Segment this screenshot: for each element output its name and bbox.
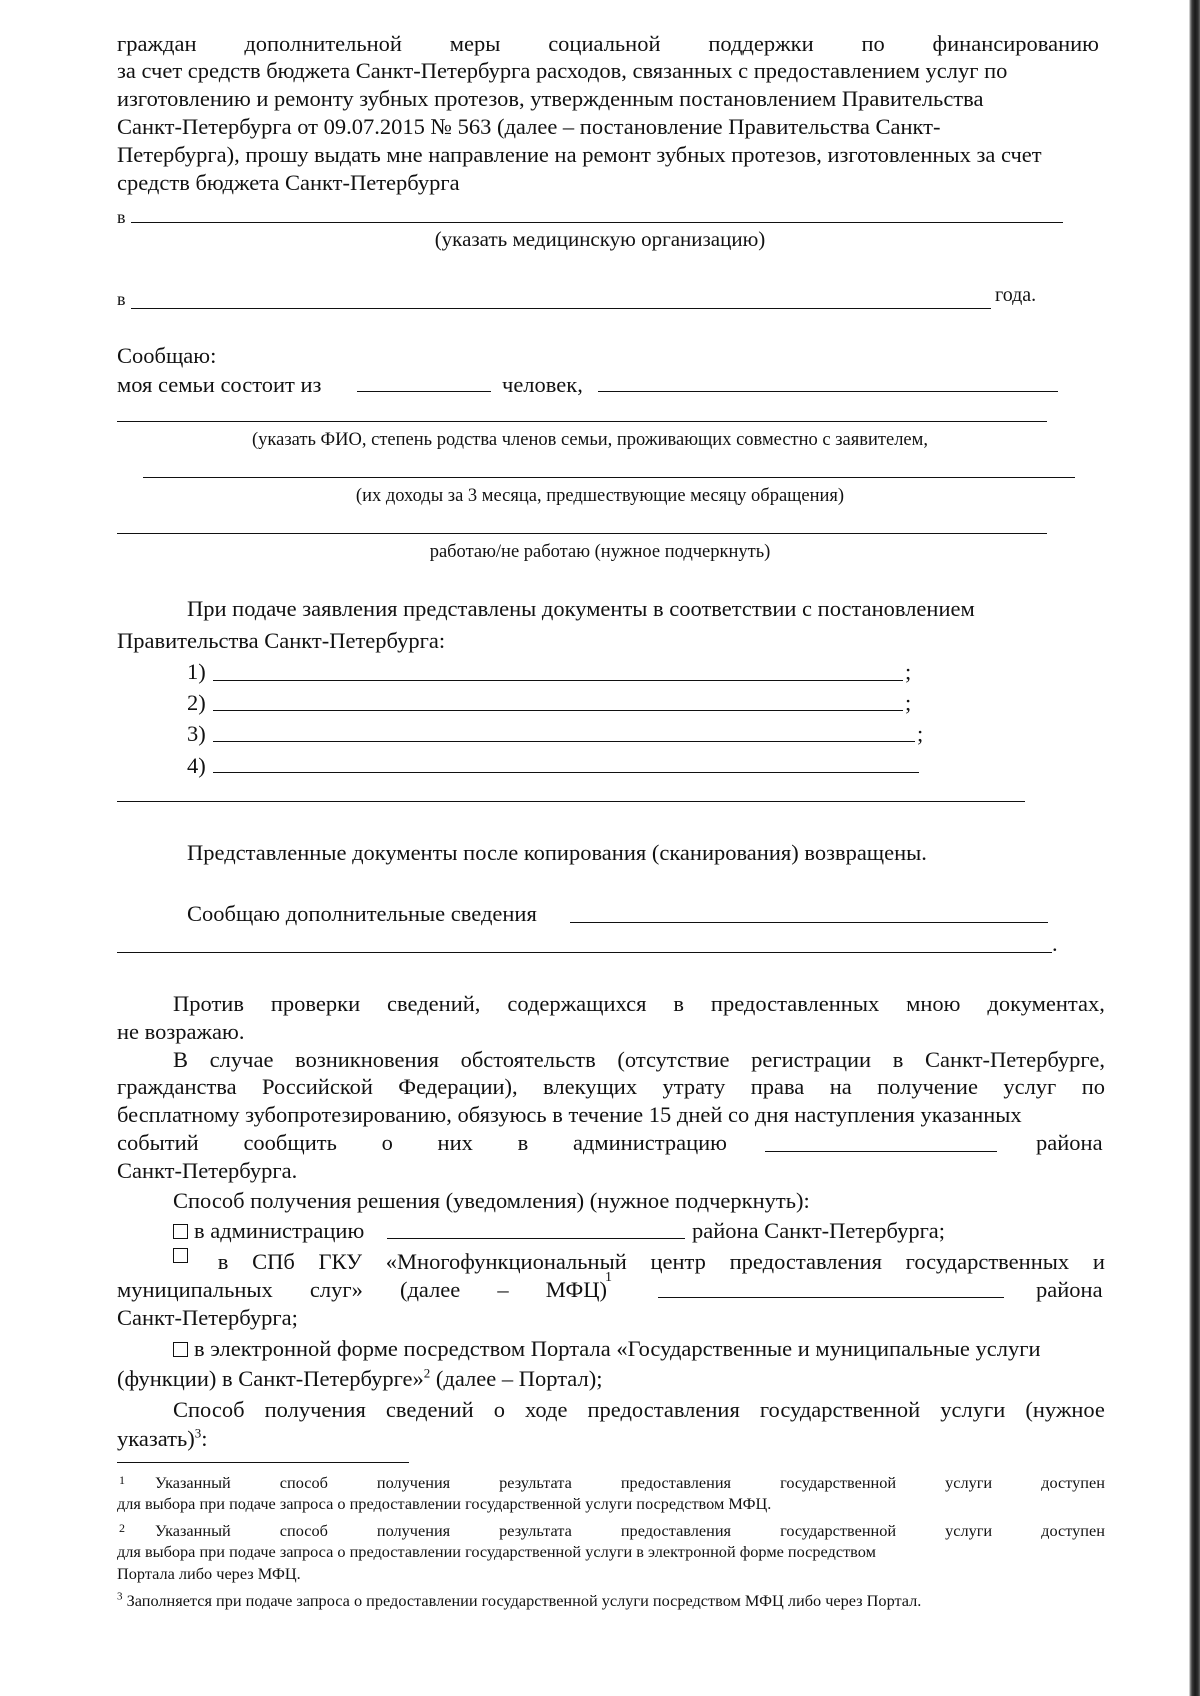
receipt-heading: Способ получения решения (уведомления) (нужное подчеркнуть): [173,1188,810,1213]
word: в [892,1047,904,1072]
additional-field-2[interactable] [117,952,1052,953]
progress-line-2 [117,1425,207,1452]
documents-line-1: При подаче заявления представлены документы в соответствии с постановлением [187,596,975,621]
documents-line-2: Правительства Санкт-Петербурга: [117,628,446,653]
family-heading: Сообщаю: [117,343,217,368]
word: государственной [759,1397,921,1422]
word: в [217,1249,229,1274]
word: Указанный [155,1473,231,1492]
word: мною [906,991,961,1016]
word: в [673,991,684,1016]
family-caption-3: работаю/не работаю (нужное подчеркнуть) [429,542,771,562]
word: утрату [662,1074,726,1099]
word: (далее [399,1277,461,1302]
footnote-separator [117,1462,409,1463]
word: услуги [945,1473,993,1492]
consent-p2-line-2 [117,1073,1105,1100]
footnote-3-text: Заполняется при подаче запроса о предоставлении государственной услуги посредством МФЦ либо через Портал. [122,1591,922,1610]
receipt-option-mfc-end: района [1036,1277,1103,1302]
word: права [750,1074,805,1099]
portal-line-2b: (далее – Портал); [430,1366,603,1391]
checkbox-admin[interactable] [173,1224,188,1239]
document-item-3-field[interactable] [213,741,915,742]
word: сведений [385,1397,474,1422]
document-item-1-end: ; [905,659,912,684]
additional-field[interactable] [570,922,1048,923]
consent-line-1 [173,990,1105,1017]
receipt-option-mfc-line-3: Санкт-Петербурга; [117,1305,298,1330]
word: и [1092,1249,1105,1274]
word: получения [376,1473,451,1492]
word: МФЦ) [545,1277,607,1302]
document-item-4-field[interactable] [213,772,919,773]
consent-line-2: не возражаю. [117,1019,245,1044]
intro-line-5: Петербурга), прошу выдать мне направление на ремонт зубных протезов, изготовленных за счет [117,142,1042,167]
word: регистрации [751,1047,872,1072]
word: доступен [1041,1521,1105,1540]
family-members-field-3[interactable] [143,477,1075,478]
document-item-3-end: ; [917,721,924,746]
word: способ [279,1521,328,1540]
family-middle: человек, [502,372,583,397]
word: по [1081,1074,1105,1099]
intro-line-2: за счет средств бюджета Санкт-Петербурга расходов, связанных с предоставлением услуг по [117,58,1008,83]
word: (отсутствие [617,1047,730,1072]
family-members-field-2[interactable] [117,421,1047,422]
word: Способ [173,1397,245,1422]
document-item-2-field[interactable] [213,710,903,711]
word: доступен [1041,1473,1105,1492]
family-income-field[interactable] [117,533,1047,534]
word: В [173,1047,189,1072]
word: социальной [548,31,661,56]
footnote-1-num: 1 [119,1473,125,1487]
footnote-1-line-2: для выбора при подаче запроса о предоставлении государственной услуги посредством МФЦ. [117,1494,772,1513]
receipt-option-mfc-line-1[interactable] [173,1248,1105,1275]
word: дополнительной [244,31,402,56]
document-item-2-num: 2) [187,690,206,715]
document-item-1-num: 1) [187,659,206,684]
document-item-3-num: 3) [187,721,206,746]
intro-line-4: Санкт-Петербурга от 09.07.2015 № 563 (далее – постановление Правительства Санкт- [117,114,941,139]
organization-caption: (указать медицинскую организацию) [434,227,766,251]
mfc-sup: 1 [605,1270,612,1285]
word: услуги [940,1397,1006,1422]
receipt-option-portal-line-1[interactable] [173,1335,1041,1362]
document-item-2-end: ; [905,690,912,715]
word: предоставления [587,1397,740,1422]
word: предоставления [620,1473,732,1492]
word: граждан [117,31,197,56]
mfc-district-field[interactable] [658,1297,1004,1298]
footnote-3 [117,1590,921,1611]
word: в [517,1130,529,1155]
receipt-option-admin-end: района Санкт-Петербурга; [692,1218,946,1243]
word: о [381,1130,393,1155]
progress-label: указать) [117,1426,195,1451]
word: предоставления [729,1249,882,1274]
progress-sup: 3 [194,1425,202,1441]
word: меры [449,31,501,56]
word: администрацию [572,1130,727,1155]
receipt-option-admin-label: в администрацию [194,1218,365,1243]
progress-colon: : [201,1426,208,1451]
word: о [493,1397,505,1422]
word: способ [279,1473,328,1492]
word: сведений, [387,991,481,1016]
portal-line-2a: (функции) в Санкт-Петербурге» [117,1366,424,1391]
word: муниципальных [117,1277,273,1302]
family-caption-1: (указать ФИО, степень родства членов семьи, проживающих совместно с заявителем, [252,430,928,450]
word: услуг [1003,1074,1057,1099]
checkbox-portal[interactable] [173,1342,188,1357]
word: предоставления [620,1521,732,1540]
documents-extra-field[interactable] [117,801,1025,802]
family-count-field[interactable] [357,391,491,392]
word: государственной [780,1473,897,1492]
organization-prefix: в [117,207,126,227]
word: проверки [270,991,361,1016]
word: случае [209,1047,274,1072]
scan-edge [1186,0,1200,1696]
word: Указанный [155,1521,231,1540]
word: центр [650,1249,706,1274]
word: Санкт-Петербурге, [925,1047,1105,1072]
progress-line-1 [173,1396,1105,1423]
word: получения [376,1521,451,1540]
word: Российской [262,1074,373,1099]
receipt-option-portal-line-2 [117,1365,602,1392]
consent-p2-line-5: Санкт-Петербурга. [117,1158,298,1183]
intro-line-1 [117,30,1099,57]
word: СПб [252,1249,295,1274]
organization-field[interactable] [131,222,1063,223]
family-caption-2: (их доходы за 3 месяца, предшествующие месяцу обращения) [355,486,845,506]
footnote-1-line-1 [155,1472,1105,1493]
word: государственной [780,1521,897,1540]
consent-p2-line-4-end: района [1036,1130,1103,1155]
word: ходе [525,1397,568,1422]
consent-p2-line-3: бесплатному зубопротезированию, обязуюсь в течение 15 дней со дня наступления указанных [117,1102,1022,1127]
checkbox-mfc[interactable] [173,1248,188,1263]
word: слуг» [309,1277,363,1302]
word: предоставленных [710,991,880,1016]
word: возникновения [295,1047,439,1072]
word: результата [499,1521,572,1540]
footnote-2-line-2: для выбора при подаче запроса о предоставлении государственной услуги в электронной форме посредством [117,1542,876,1561]
word: (нужное [1025,1397,1105,1422]
word: гражданства [117,1074,237,1099]
footnote-2-num: 2 [119,1521,125,1535]
word: содержащихся [507,991,647,1016]
additional-lead: Сообщаю дополнительные сведения [187,901,537,926]
word: влекущих [543,1074,638,1099]
additional-end: . [1052,931,1058,956]
word: них [437,1130,473,1155]
word: Федерации), [398,1074,518,1099]
footnote-2-line-3: Портала либо через МФЦ. [117,1564,301,1583]
word: получения [264,1397,366,1422]
word: по [861,31,885,56]
word: ГКУ [318,1249,363,1274]
word: результата [499,1473,572,1492]
footnote-3-num: 3 [117,1590,123,1603]
intro-line-3: изготовлению и ремонту зубных протезов, утвержденным постановлением Правительства [117,86,984,111]
receipt-option-mfc-line-2 [117,1276,607,1303]
word: – [497,1277,509,1302]
document-item-4-num: 4) [187,753,206,778]
consent-p2-line-4 [117,1129,727,1156]
word: документах, [987,991,1105,1016]
admin-district-field[interactable] [387,1238,685,1239]
year-prefix: в [117,289,126,309]
year-suffix: года. [995,284,1037,306]
word: государственных [905,1249,1070,1274]
intro-line-6: средств бюджета Санкт-Петербурга [117,170,460,195]
word: на [829,1074,852,1099]
word: обстоятельств [460,1047,596,1072]
word: получение [877,1074,978,1099]
word: «Многофункциональный [385,1249,627,1274]
word: финансированию [932,31,1099,56]
year-field[interactable] [131,308,991,309]
district-field[interactable] [765,1151,997,1152]
consent-p2-line-1 [173,1046,1105,1073]
word: услуги [945,1521,993,1540]
receipt-option-admin[interactable] [173,1217,364,1244]
family-members-field[interactable] [598,391,1058,392]
portal-sup: 2 [423,1365,431,1381]
family-lead: моя семьи состоит из [117,372,322,397]
document-item-1-field[interactable] [213,680,903,681]
documents-returned: Представленные документы после копирования (сканирования) возвращены. [187,840,927,865]
receipt-option-portal-label: в электронной форме посредством Портала «Государственные и муниципальные услуги [194,1336,1041,1361]
word: Против [173,991,244,1016]
footnote-2-line-1 [155,1520,1105,1541]
word: поддержки [708,31,814,56]
word: событий [117,1130,199,1155]
word: сообщить [243,1130,337,1155]
